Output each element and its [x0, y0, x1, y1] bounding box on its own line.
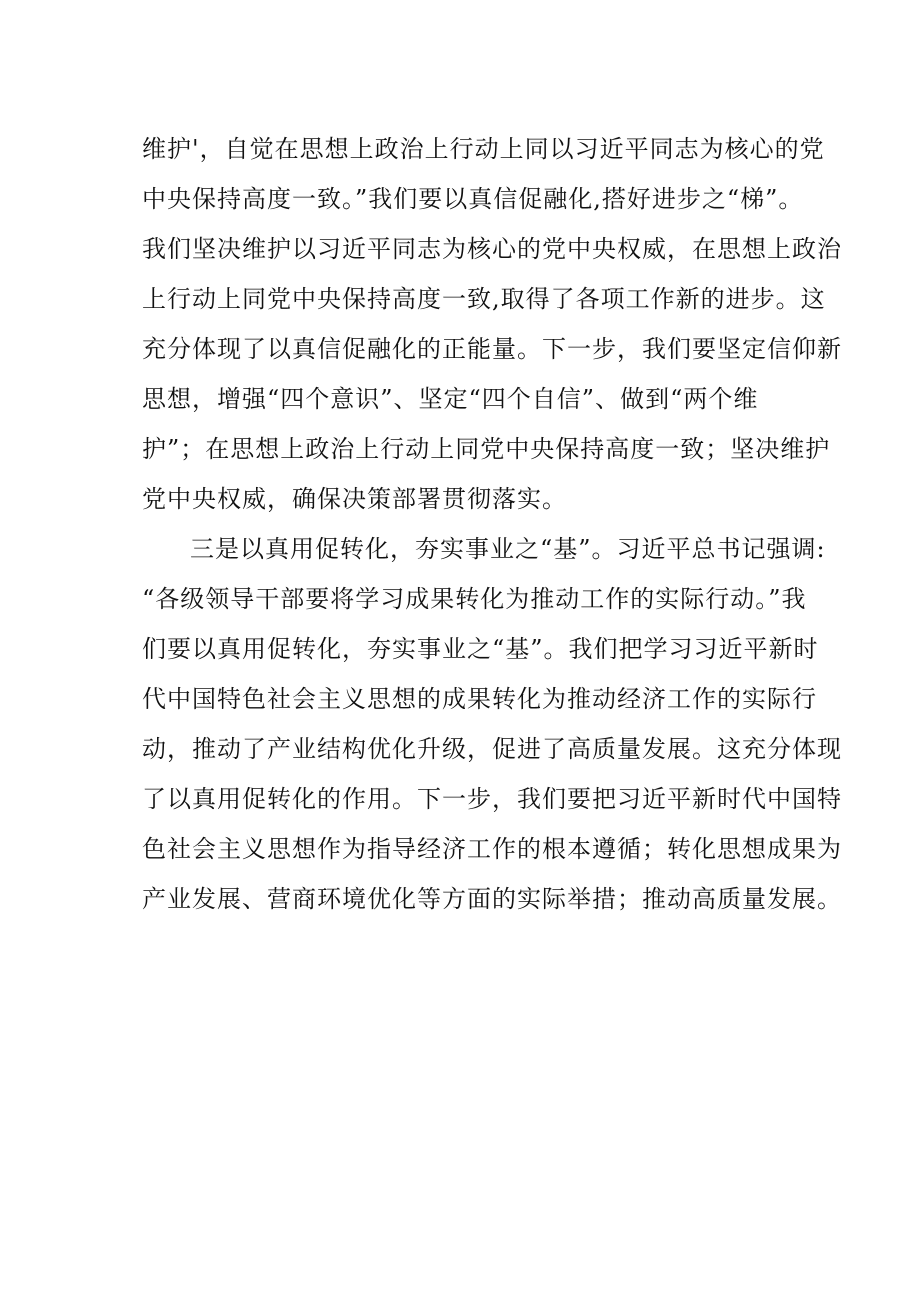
text-line: 党中央权威，确保决策部署贯彻落实。 [142, 485, 567, 513]
text-line: 维护'，自觉在思想上政治上行动上同以习近平同志为核心的党 [142, 135, 825, 163]
text-line: 产业发展、营商环境优化等方面的实际举措；推动高质量发展。 [142, 885, 842, 913]
text-line: 三是以真用促转化，夯实事业之“基”。习近平总书记强调: [190, 535, 826, 563]
text-line: 上行动上同党中央保持高度一致,取得了各项工作新的进步。这 [142, 285, 826, 313]
text-line: 了以真用促转化的作用。下一步，我们要把习近平新时代中国特 [142, 785, 842, 813]
text-line: 我们坚决维护以习近平同志为核心的党中央权威，在思想上政治 [142, 235, 842, 263]
text-line: 护”；在思想上政治上行动上同党中央保持高度一致；坚决维护 [142, 435, 831, 463]
text-line: 动，推动了产业结构优化升级，促进了高质量发展。这充分体现 [142, 735, 842, 763]
text-line: “各级领导干部要将学习成果转化为推动工作的实际行动。”我 [142, 585, 807, 613]
text-line: 中央保持高度一致。”我们要以真信促融化,搭好进步之“梯”。 [142, 185, 804, 213]
paragraph-1 [142, 124, 842, 524]
text-line: 充分体现了以真信促融化的正能量。下一步，我们要坚定信仰新 [142, 335, 842, 363]
text-line: 们要以真用促转化，夯实事业之“基”。我们把学习习近平新时 [142, 635, 819, 663]
text-line: 代中国特色社会主义思想的成果转化为推动经济工作的实际行 [142, 685, 817, 713]
paragraph-2 [142, 524, 842, 924]
text-line: 思想，增强“四个意识”、坚定“四个自信”、做到“两个维 [142, 385, 759, 413]
body-text [142, 124, 842, 924]
text-line: 色社会主义思想作为指导经济工作的根本遵循；转化思想成果为 [142, 835, 842, 863]
